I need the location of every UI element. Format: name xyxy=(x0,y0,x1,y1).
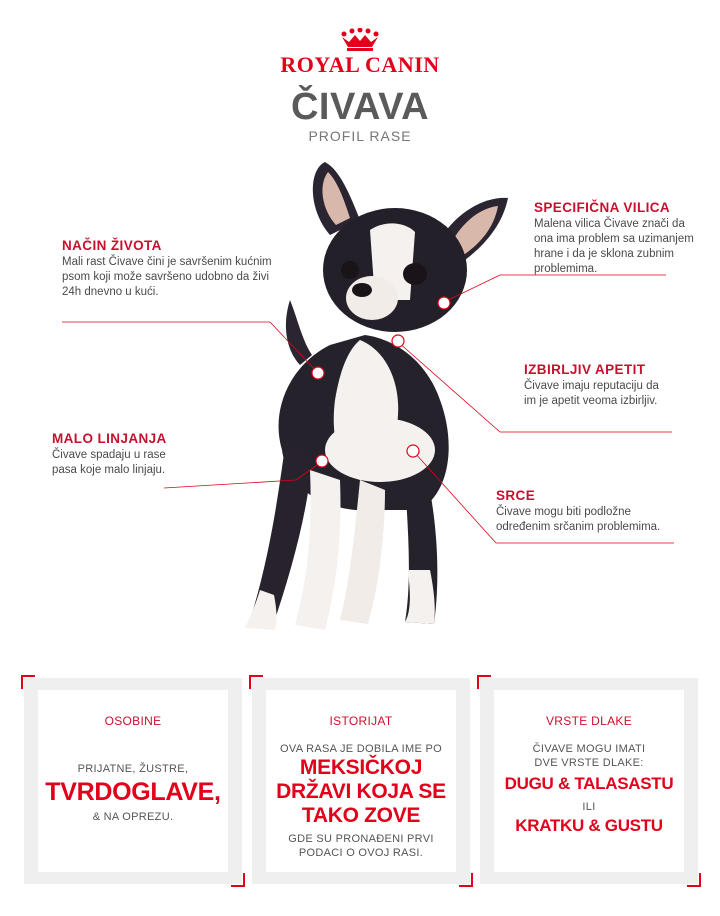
panel-title: OSOBINE xyxy=(104,714,162,728)
callout-text: Mali rast Čivave čini je savršenim kućnim psom koji može savršeno udobno da živi 24h dnevno u kući. xyxy=(62,256,272,298)
callout-title: IZBIRLJIV APETIT xyxy=(524,362,646,377)
panel-title: VRSTE DLAKE xyxy=(546,714,632,728)
panel-card xyxy=(38,690,228,872)
panel-text: ČIVAVE MOGU IMATI xyxy=(532,743,646,755)
corner-mark xyxy=(249,675,263,689)
panel-vrste-dlake xyxy=(480,678,698,884)
page-subtitle: PROFIL RASE xyxy=(308,128,412,144)
callout-title: SRCE xyxy=(496,488,536,503)
callout-title: SPECIFIČNA VILICA xyxy=(534,200,671,215)
callout-text: Malena vilica Čivave znači da ona ima problem sa uzimanjem hrane i da je sklona zubnim problemima. xyxy=(534,218,694,275)
panel-istorijat xyxy=(252,678,470,884)
callout-malo-linjanja xyxy=(52,431,192,478)
panel-text: PRIJATNE, ŽUSTRE, xyxy=(77,763,189,775)
callout-title: MALO LINJANJA xyxy=(52,431,167,446)
panel-text: GDE SU PRONAĐENI PRVI xyxy=(288,833,434,845)
panel-highlight: MEKSIČKOJ xyxy=(299,756,423,779)
chihuahua-illustration xyxy=(190,150,530,650)
corner-mark xyxy=(477,675,491,689)
panel-text: OVA RASA JE DOBILA IME PO xyxy=(280,743,442,755)
corner-mark xyxy=(687,873,701,887)
corner-mark xyxy=(459,873,473,887)
brand-name: ROYAL CANIN xyxy=(280,52,440,77)
callout-specificna-vilica xyxy=(534,200,694,277)
callout-srce xyxy=(496,488,676,535)
panel-osobine xyxy=(24,678,242,884)
panel-title: ISTORIJAT xyxy=(329,714,393,728)
panel-highlight: TVRDOGLAVE, xyxy=(45,778,221,806)
corner-mark xyxy=(231,873,245,887)
brand-logo xyxy=(0,28,720,76)
corner-mark xyxy=(21,675,35,689)
panel-text: DVE VRSTE DLAKE: xyxy=(534,757,644,769)
page-title: ČIVAVA xyxy=(290,86,430,128)
callout-izbirljiv-apetit xyxy=(524,362,674,409)
panel-text: & NA OPREZU. xyxy=(92,811,174,823)
panel-highlight: DRŽAVI KOJA SE xyxy=(276,780,446,803)
panel-text: PODACI O OVOJ RASI. xyxy=(298,847,424,859)
callout-text: Čivave imaju reputaciju da im je apetit veoma izbirljiv. xyxy=(524,380,659,407)
panel-card xyxy=(266,690,456,872)
crown-icon xyxy=(338,28,382,52)
panel-card xyxy=(494,690,684,872)
callout-text: Čivave mogu biti podložne određenim srčanim problemima. xyxy=(496,506,661,533)
panel-highlight: DUGU & TALASASTU xyxy=(504,774,674,793)
callout-text: Čivave spadaju u rase pasa koje malo linjaju. xyxy=(52,449,166,476)
panel-text: ILI xyxy=(582,801,596,813)
callout-nacin-zivota xyxy=(62,238,272,300)
panel-highlight: KRATKU & GUSTU xyxy=(515,816,663,835)
panel-highlight: TAKO ZOVE xyxy=(301,804,421,827)
callout-title: NAČIN ŽIVOTA xyxy=(62,238,162,253)
